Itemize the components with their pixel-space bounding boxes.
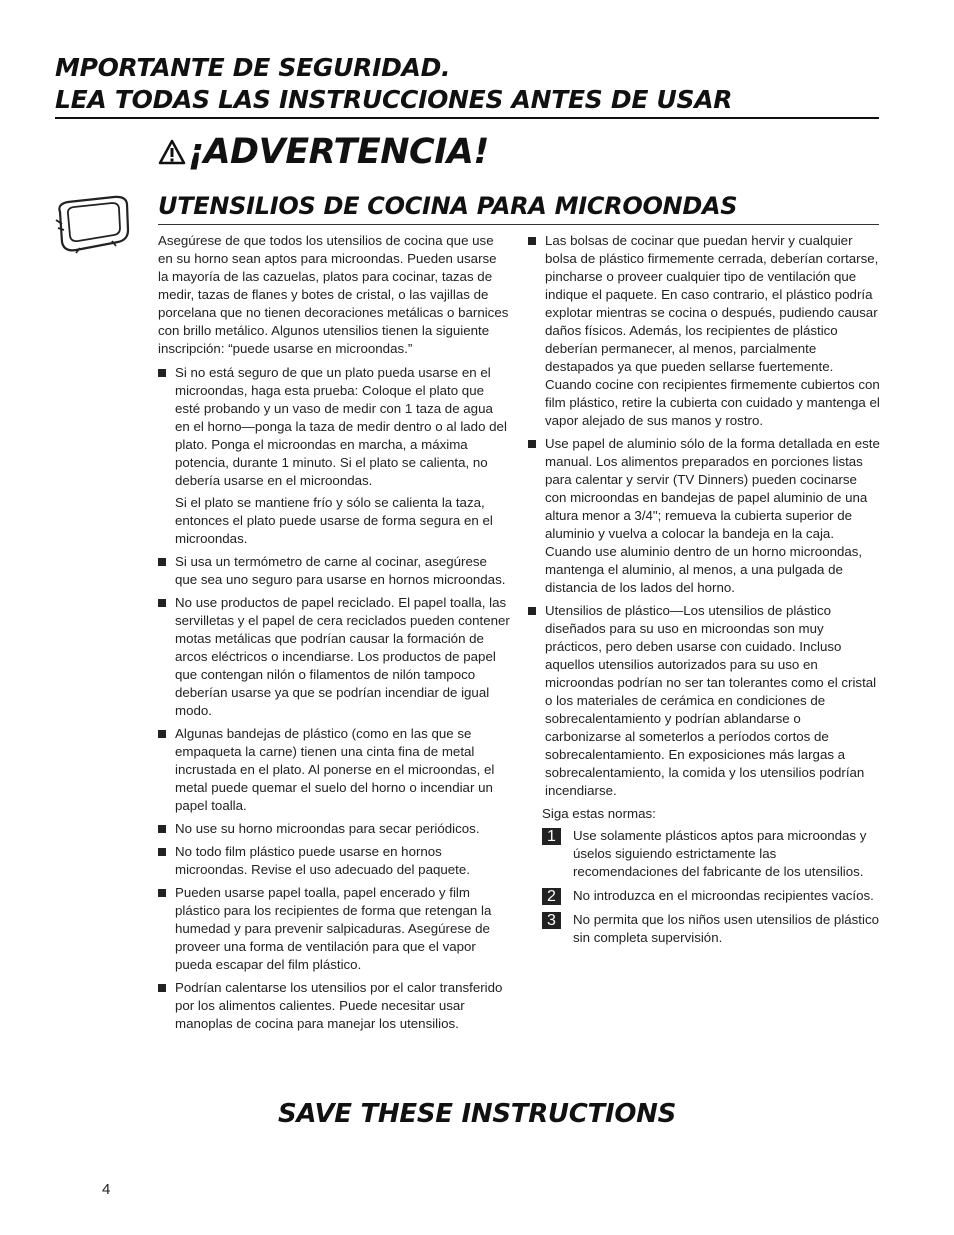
list-item: Pueden usarse papel toalla, papel encerado y film plástico para los recipientes de forma que retengan la humedad y para prevenir salpicaduras. Asegúrese de proveer una forma de ventilación para que el vapor pueda escapar del film plástico. [158,884,510,974]
list-item: Las bolsas de cocinar que puedan hervir y cualquier bolsa de plástico firmemente cerrada, deberían cortarse, pincharse o proveer cualquier tipo de ventilación que indique el paquete. En caso contrario, el plástico podría explotar mientras se cocina o después, pudiendo causar daños físicos. Además, los recipientes de plástico deberían permanecer, al menos, parcialmente destapados ya que pueden sellarse fuertemente. Cuando cocine con recipientes firmemente cubiertos con film plástico, retire la cubierta con cuidado y mantenga el vapor alejado de sus manos y rostro. [528,232,880,430]
numbered-item-text: No introduzca en el microondas recipientes vacíos. [573,888,874,903]
numbered-item-text: Use solamente plásticos aptos para microondas y úselos siguiendo estrictamente las recomendaciones del fabricante de los utensilios. [573,828,867,879]
header-divider [55,117,879,119]
page-number: 4 [102,1181,111,1198]
numbered-item [528,887,880,905]
list-item: No use su horno microondas para secar periódicos. [158,820,510,838]
list-item: Podrían calentarse los utensilios por el calor transferido por los alimentos calientes. Puede necesitar usar manoplas de cocina para manejar los utensilios. [158,979,510,1033]
list-item: Utensilios de plástico—Los utensilios de plástico diseñados para su uso en microondas son muy prácticos, pero deben usarse con cuidado. Incluso aquellos utensilios autorizados para su uso en microondas podrían no ser tan tolerantes como el cristal o los materiales de cerámica en condiciones de sobrecalentamiento y podrían ablandarse o carbonizarse al someterlos a períodos cortos de sobrecalentamiento. En exposiciones más largas a sobrecalentamiento, la comida y los utensilios podrían incendiarse. [528,602,880,800]
list-item: Algunas bandejas de plástico (como en las que se empaqueta la carne) tienen una cinta fina de metal incrustada en el plato. Al ponerse en el microondas, el metal puede quemar el suelo del horno o incendiar un papel toalla. [158,725,510,815]
save-instructions-heading: SAVE THESE INSTRUCTIONS [277,1099,677,1129]
norms-intro: Siga estas normas: [542,806,656,821]
warning-triangle-icon [158,139,186,165]
list-item [158,364,510,548]
numbered-item [528,827,880,881]
numbered-item [528,911,880,947]
header-line-1: MPORTANTE DE SEGURIDAD. [55,53,451,82]
right-column [528,232,880,953]
list-item: No todo film plástico puede usarse en hornos microondas. Revise el uso adecuado del paquete. [158,843,510,879]
number-badge: 3 [542,912,561,929]
section-divider [158,224,879,225]
header-line-2: LEA TODAS LAS INSTRUCCIONES ANTES DE USAR [55,85,733,114]
left-column [158,232,510,1038]
section-title: UTENSILIOS DE COCINA PARA MICROONDAS [158,192,738,220]
number-badge: 2 [542,888,561,905]
bullet-continuation: Si el plato se mantiene frío y sólo se calienta la taza, entonces el plato puede usarse de forma segura en el microondas. [175,495,493,546]
list-item: Si usa un termómetro de carne al cocinar, asegúrese que sea uno seguro para usarse en hornos microondas. [158,553,510,589]
warning-heading [158,130,489,174]
list-item: Use papel de aluminio sólo de la forma detallada en este manual. Los alimentos preparados en porciones listas para calentar y servir (TV Dinners) pueden cocinarse con microondas en bandejas de papel aluminio de una altura menor a 3/4"; remueva la cubierta superior de aluminio y vuelva a colocar la bandeja en la caja. Cuando use aluminio dentro de un horno microondas, mantenga el aluminio, al menos, a una pulgada de distancia de los lados del horno. [528,435,880,597]
number-badge: 1 [542,828,561,845]
page-header [55,52,879,116]
microwave-dish-icon [54,194,132,256]
warning-title: ¡ADVERTENCIA! [188,132,489,172]
intro-paragraph: Asegúrese de que todos los utensilios de cocina que use en su horno sean aptos para microondas. Pueden usarse la mayoría de las cazuelas, platos para cocinar, tazas de medir, tazas de flanes y botes de cristal, o las vajillas de porcelana que no tienen decoraciones metálicas o barnices con brillo metálico. Algunos utensilios tienen la siguiente inscripción: “puede usarse en microondas.” [158,233,509,356]
list-item: No use productos de papel reciclado. El papel toalla, las servilletas y el papel de cera reciclados pueden contener motas metálicas que podrían causar la formación de arcos eléctricos o incendiarse. Los productos de papel que contengan nilón o filamentos de nilón tampoco deberían usarse ya que se podrían incendiar de igual modo. [158,594,510,720]
bullet-text: Si no está seguro de que un plato pueda usarse en el microondas, haga esta prueba: Coloque el plato que esté probando y un vaso de medir con 1 taza de agua en el horno—ponga la taza de medir dentro o al lado del plato. Ponga el microondas en marcha, a máxima potencia, durante 1 minuto. Si el plato se calienta, no debería usarse en el microondas. [175,365,507,488]
numbered-item-text: No permita que los niños usen utensilios de plástico sin completa supervisión. [573,912,880,945]
